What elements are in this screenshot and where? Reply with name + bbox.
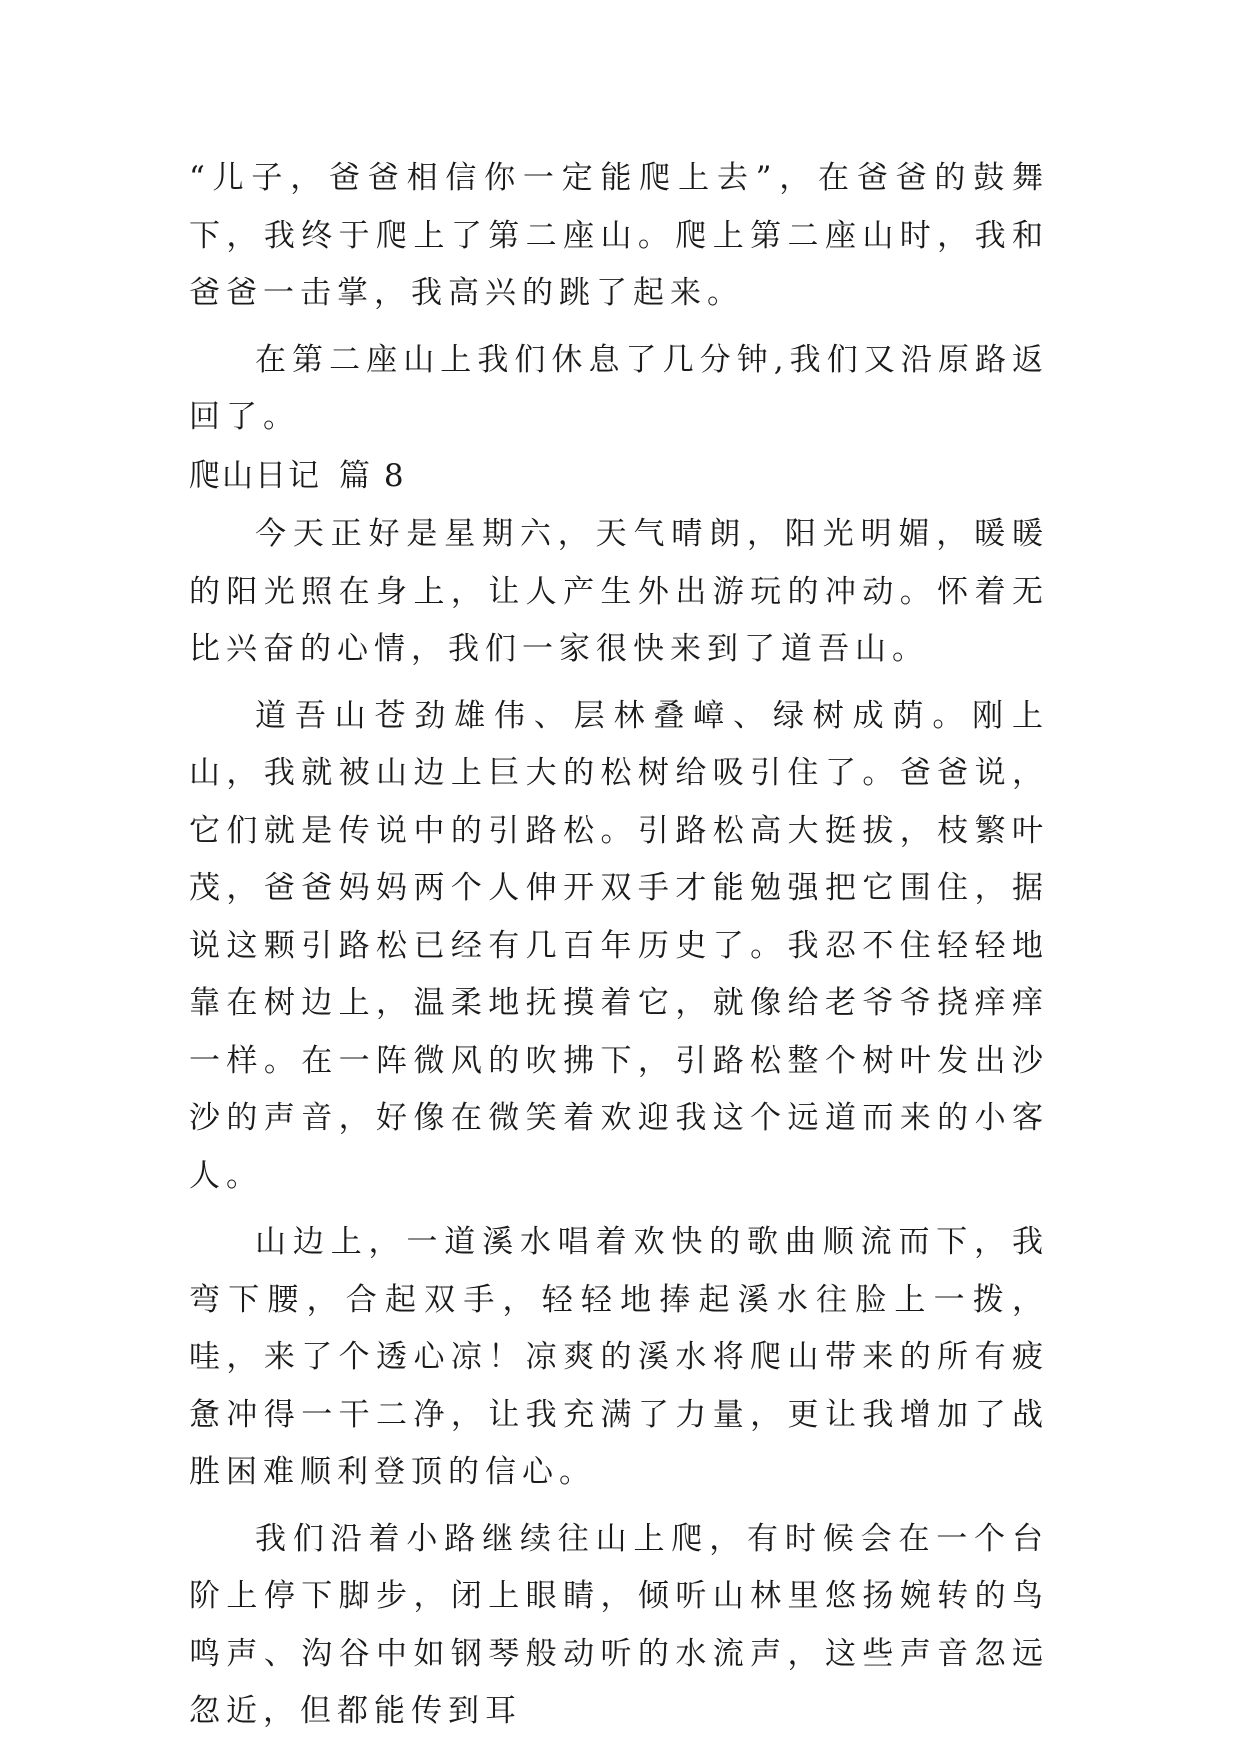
paragraph: 在第二座山上我们休息了几分钟,我们又沿原路返回了。	[189, 341, 1049, 435]
entry-number: 篇 8	[339, 458, 406, 494]
previous-entry-continuation	[189, 150, 1049, 456]
paragraph: 我们沿着小路继续往山上爬，有时候会在一个台阶上停下脚步，闭上眼睛，倾听山林里悠扬婉转的鸟鸣声、沟谷中如钢琴般动听的水流声，这些声音忽远忽近，但都能传到耳	[189, 1520, 1049, 1729]
entry-title: 爬山日记	[189, 458, 321, 494]
entry-body	[189, 506, 1049, 1750]
paragraph: 今天正好是星期六，天气晴朗，阳光明媚，暖暖的阳光照在身上，让人产生外出游玩的冲动。怀着无比兴奋的心情，我们一家很快来到了道吾山。	[189, 516, 1049, 667]
paragraph: 山边上，一道溪水唱着欢快的歌曲顺流而下，我弯下腰，合起双手，轻轻地捧起溪水往脸上一拨，哇，来了个透心凉！凉爽的溪水将爬山带来的所有疲惫冲得一干二净，让我充满了力量，更让我增加了战胜困难顺利登顶的信心。	[189, 1224, 1049, 1490]
entry-heading	[189, 448, 406, 506]
paragraph: 道吾山苍劲雄伟、层林叠嶂、绿树成荫。刚上山，我就被山边上巨大的松树给吸引住了。爸爸说，它们就是传说中的引路松。引路松高大挺拔，枝繁叶茂，爸爸妈妈两个人伸开双手才能勉强把它围住，据说这颗引路松已经有几百年历史了。我忍不住轻轻地靠在树边上，温柔地抚摸着它，就像给老爷爷挠痒痒一样。在一阵微风的吹拂下，引路松整个树叶发出沙沙的声音，好像在微笑着欢迎我这个远道而来的小客人。	[189, 697, 1049, 1194]
paragraph: “儿子，爸爸相信你一定能爬上去”，在爸爸的鼓舞下，我终于爬上了第二座山。爬上第二座山时，我和爸爸一击掌，我高兴的跳了起来。	[189, 160, 1049, 311]
